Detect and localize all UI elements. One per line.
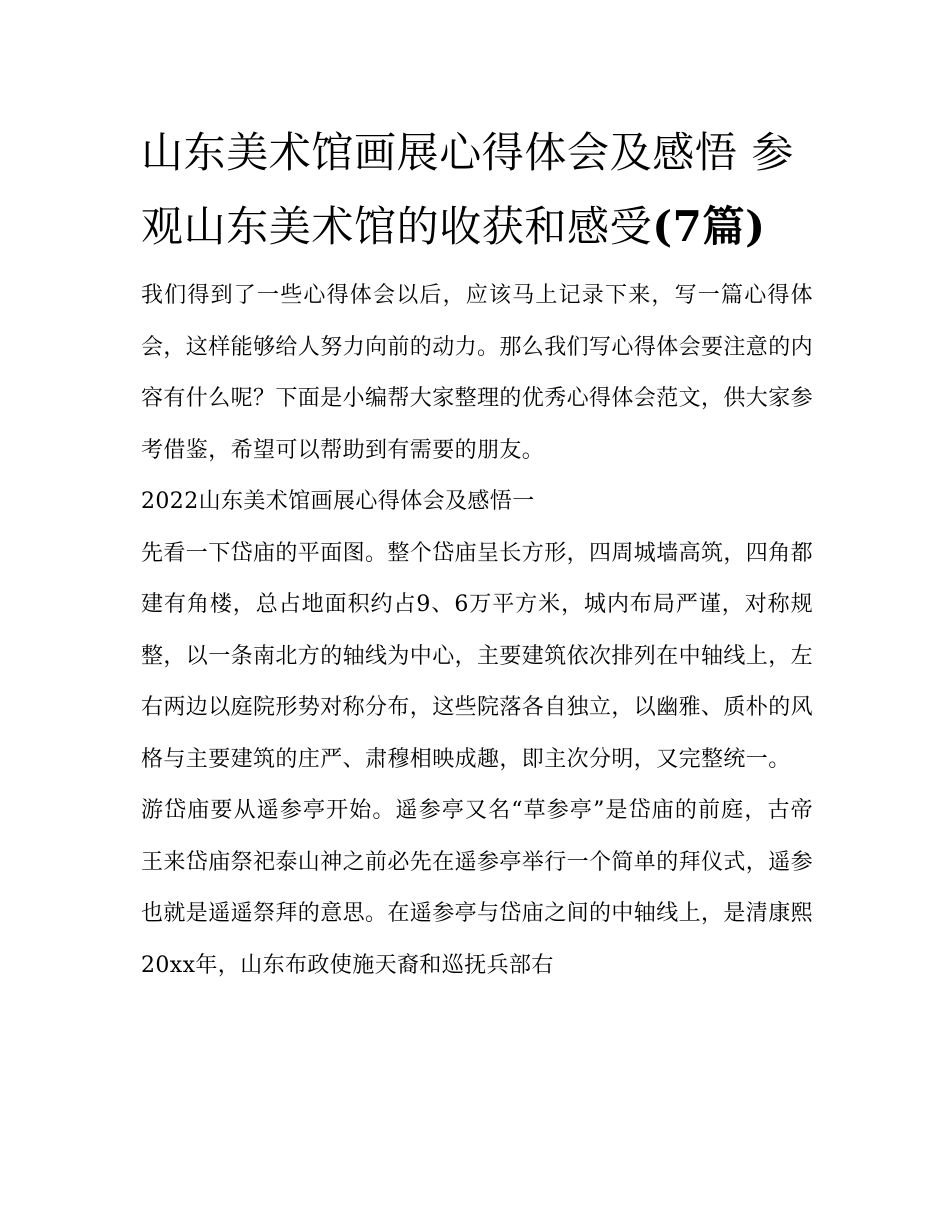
document-title: 山东美术馆画展心得体会及感悟 参观山东美术馆的收获和感受(7篇)	[141, 128, 794, 251]
body-paragraph: 先看一下岱庙的平面图。整个岱庙呈长方形，四周城墙高筑，四角都建有角楼，总占地面积约占9、6万平方米，城内布局严谨，对称规整，以一条南北方的轴线为中心，主要建筑依次排列在中轴线上，左右两边以庭院形势对称分布，这些院落各自独立，以幽雅、质朴的风格与主要建筑的庄严、肃穆相映成趣，即主次分明，又完整统一。	[141, 540, 814, 772]
section-heading: 2022山东美术馆画展心得体会及感悟一	[141, 489, 535, 514]
body-paragraph: 游岱庙要从遥参亭开始。遥参亭又名“草参亭”是岱庙的前庭，古帝王来岱庙祭祀泰山神之前必先在遥参亭举行一个简单的拜仪式，遥参也就是遥遥祭拜的意思。在遥参亭与岱庙之间的中轴线上，是清康熙20xx年，山东布政使施天裔和巡抚兵部右	[141, 798, 814, 978]
document-body	[141, 116, 813, 991]
title-count: (7篇)	[652, 202, 766, 251]
intro-paragraph: 我们得到了一些心得体会以后，应该马上记录下来，写一篇心得体会，这样能够给人努力向前的动力。那么我们写心得体会要注意的内容有什么呢？下面是小编帮大家整理的优秀心得体会范文，供大家参考借鉴，希望可以帮助到有需要的朋友。	[141, 283, 814, 463]
